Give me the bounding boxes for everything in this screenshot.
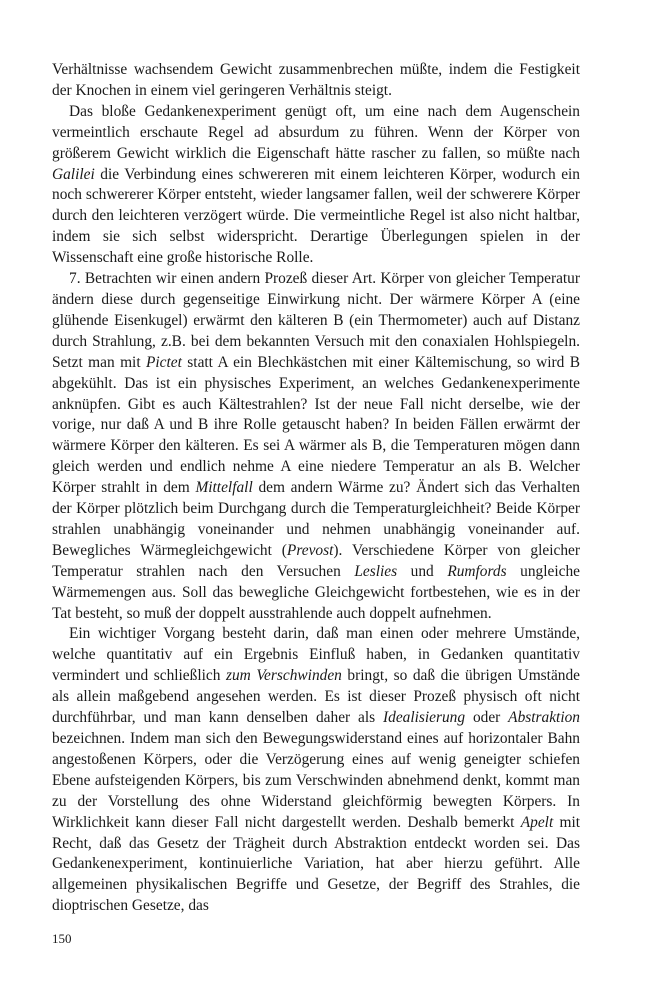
paragraph: Verhältnisse wachsendem Gewicht zusammenbrechen müßte, indem die Festigkeit der Knochen in einem viel geringeren Verhältnis steigt. (52, 61, 580, 99)
italic-term: zum Verschwinden (226, 667, 342, 685)
paragraph: 7. Betrachten wir einen andern Prozeß dieser Art. Körper von gleicher Temperatur ändern diese durch gegenseitige Einwirkung nicht. Der wärmere Körper A (eine glühende Eisenkugel) erwärmt den kälteren B (ein Thermometer) auch auf Distanz durch Strahlung, z.B. bei dem bekannten Versuch mit den conaxialen Hohlspiegeln. Setzt man mit Pictet statt A ein Blechkästchen mit einer Kältemischung, so wird B abgekühlt. Das ist ein physisches Experiment, an welches Gedankenexperimente anknüpfen. Gibt es auch Kältestrahlen? Ist der neue Fall nicht derselbe, wie der vorige, nur daß A und B ihre Rolle getauscht haben? In beiden Fällen erwärmt der wärmere Körper den kälteren. Es sei A wärmer als B, die Temperaturen mögen dann gleich werden und endlich nehme A eine niedere Temperatur an als B. Welcher Körper strahlt in dem Mittelfall dem andern Wärme zu? Ändert sich das Verhalten der Körper plötzlich beim Durchgang durch die Temperaturgleichheit? Beide Körper strahlen unabhängig voneinander und nehmen unabhängig voneinander auf. Bewegliches Wärmegleichgewicht (Prevost). Verschiedene Körper von gleicher Temperatur strahlen nach den Versuchen Leslies und Rumfords ungleiche Wärmemengen aus. Soll das bewegliche Gleichgewicht fortbestehen, wie es in der Tat besteht, so muß der doppelt ausstrahlende auch doppelt aufnehmen. (52, 270, 580, 622)
italic-term: Mittelfall (195, 479, 253, 497)
italic-term: Apelt (520, 813, 554, 831)
italic-term: Pictet (146, 353, 182, 371)
italic-term: Rumfords (447, 562, 507, 580)
italic-term: Leslies (354, 562, 398, 580)
paragraph: Ein wichtiger Vorgang besteht darin, daß man einen oder mehrere Umstände, welche quantitativ auf ein Ergebnis Einfluß haben, in Gedanken quantitativ vermindert und schließlich zum Verschwinden bringt, so daß die übrigen Umstände als allein maßgebend angesehen werden. Es ist dieser Prozeß physisch oft nicht durchführbar, und man kann denselben daher als Idealisierung oder Abstraktion bezeichnen. Indem man sich den Bewegungswiderstand eines auf horizontaler Bahn angestoßenen Körpers, oder die Verzögerung eines auf wenig geneigter schiefen Ebene aufsteigenden Körpers, bis zum Verschwinden abnehmend denkt, kommt man zu der Vorstellung des ohne Widerstand gleichförmig bewegten Körpers. In Wirklichkeit kann dieser Fall nicht dargestellt werden. Deshalb bemerkt Apelt mit Recht, daß das Gesetz der Trägheit durch Abstraktion entdeckt worden sei. Das Gedankenexperiment, kontinuierliche Variation, hat aber hierzu geführt. Alle allgemeinen physikalischen Begriffe und Gesetze, der Begriff des Strahles, die dioptrischen Gesetze, das (52, 625, 581, 915)
page-body (52, 60, 580, 917)
italic-term: Abstraktion (508, 709, 580, 727)
italic-term: Prevost (286, 541, 334, 559)
paragraph: Das bloße Gedankenexperiment genügt oft, um eine nach dem Augenschein vermeintlich erschaute Regel ad absurdum zu führen. Wenn der Körper von größerem Gewicht wirklich die Eigenschaft hätte rascher zu fallen, so müßte nach Galilei die Verbindung eines schwereren mit einem leichteren Körper, wodurch ein noch schwererer Körper entsteht, wieder langsamer fallen, weil der schwerere Körper durch den leichteren verzögert würde. Die vermeintliche Regel ist also nicht haltbar, indem sie sich selbst widerspricht. Derartige Überlegungen spielen in der Wissenschaft eine große historische Rolle. (52, 102, 580, 267)
italic-term: Idealisierung (383, 709, 466, 727)
page-number: 150 (52, 931, 72, 946)
italic-term: Galilei (52, 165, 95, 183)
